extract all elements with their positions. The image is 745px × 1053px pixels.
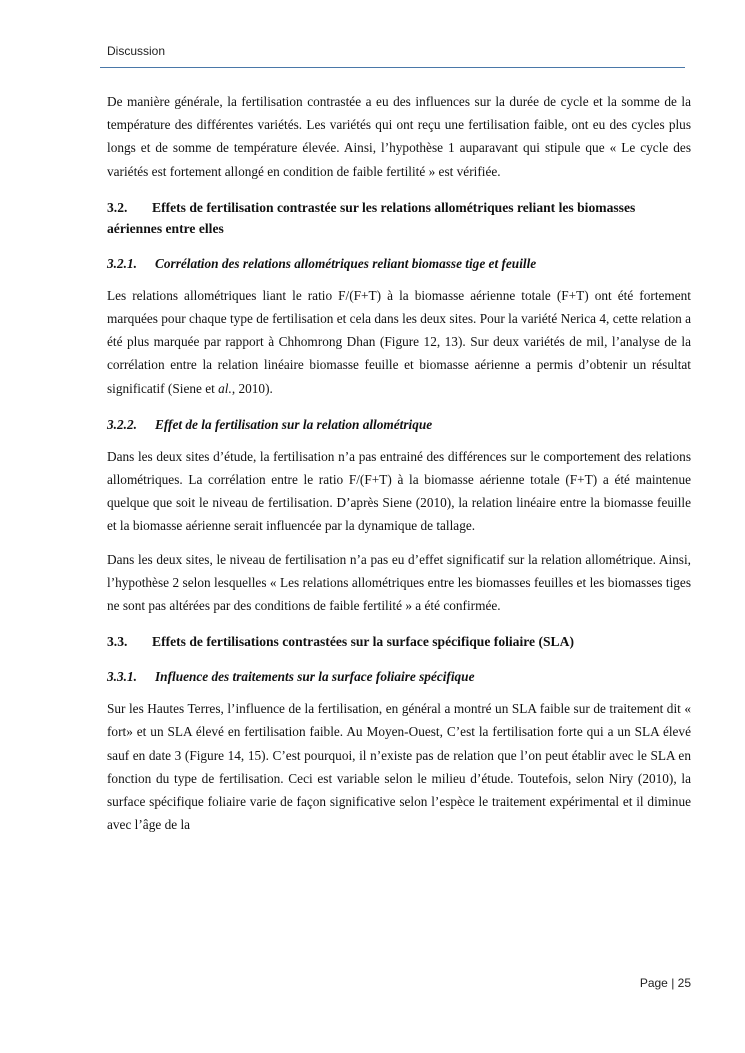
subsection-number: 3.3.1. [107, 669, 137, 685]
subsection-heading-3-3-1 [107, 666, 691, 687]
subsection-title: Corrélation des relations allométriques reliant biomasse tige et feuille [155, 255, 537, 271]
paragraph-text: Les relations allométriques liant le ratio F/(F+T) à la biomasse aérienne totale (F+T) ont été fortement marquées pour chaque type de fertilisation et cela dans les deux sites. Pour la variété Nerica 4, cette relation a été plus marquée par rapport à Chhomrong Dhan (Figure 12, 13). Sur deux variétés de mil, l’analyse de la corrélation entre la relation linéaire biomasse feuille et biomasse aérienne a permis d’obtenir un résultat significatif (Siene et [107, 287, 691, 396]
subsection-heading-3-2-2 [107, 414, 691, 435]
section-title: Effets de fertilisations contrastées sur la surface spécifique foliaire (SLA) [152, 634, 574, 650]
running-header: Discussion [107, 44, 166, 58]
paragraph-intro: De manière générale, la fertilisation contrastée a eu des influences sur la durée de cycle et la somme de la température des différentes variétés. Les variétés qui ont reçu une fertilisation faible, ont eu des cycles plus longs et de somme de température élevée. Ainsi, l’hypothèse 1 auparavant qui stipule que « Le cycle des variétés est fortement allongé en condition de faible fertilité » est vérifiée. [107, 94, 691, 179]
section-heading-3-2 [107, 197, 691, 239]
paragraph-hypothesis-2: Dans les deux sites, le niveau de fertilisation n’a pas eu d’effet significatif sur la relation allométrique. Ainsi, l’hypothèse 2 selon lesquelles « Les relations allométriques entre les biomasses feuilles et les biomasses tiges ne sont pas altérées par des conditions de faible fertilité » a été confirmée. [107, 551, 691, 614]
page-number: Page | 25 [639, 976, 691, 990]
paragraph-allometric-correlation [107, 284, 691, 400]
subsection-title: Influence des traitements sur la surface foliaire spécifique [155, 669, 475, 685]
paragraph-sla-influence: Sur les Hautes Terres, l’influence de la fertilisation, en général a montré un SLA faible sur de traitement dit « fort» et un SLA élevé en fertilisation faible. Au Moyen-Ouest, C’est la fertilisation forte qui a un SLA élevé sauf en date 3 (Figure 14, 15). C’est pourquoi, il n’existe pas de relation que l’on peut établir avec le SLA en fonction du type de fertilisation. Ceci est variable selon le milieu d’étude. Toutefois, selon Niry (2010), la surface spécifique foliaire varie de façon significative selon l’espèce le traitement expérimental et il diminue avec l’âge de la [107, 701, 691, 833]
subsection-heading-3-2-1 [107, 253, 691, 274]
subsection-number: 3.2.1. [107, 255, 137, 271]
document-body [107, 90, 691, 846]
section-title: Effets de fertilisation contrastée sur les relations allométriques reliant les biomasses aériennes entre elles [107, 199, 636, 236]
section-number: 3.3. [107, 634, 128, 650]
paragraph-fertilisation-effect: Dans les deux sites d’étude, la fertilisation n’a pas entrainé des différences sur le comportement des relations allométriques. La corrélation entre le ratio F/(F+T) à la biomasse aérienne totale (F+T) a été maintenue quelque que soit le niveau de fertilisation. D’après Siene (2010), la relation linéaire entre la biomasse feuille et la biomasse aérienne serait influencée par la dynamique de tallage. [107, 448, 691, 534]
subsection-number: 3.2.2. [107, 416, 137, 432]
subsection-title: Effet de la fertilisation sur la relation allométrique [155, 416, 433, 432]
header-divider [100, 67, 685, 68]
section-number: 3.2. [107, 199, 128, 215]
citation-italic: al. [218, 380, 232, 396]
paragraph-text-end: , 2010). [231, 380, 273, 396]
section-heading-3-3 [107, 631, 691, 652]
